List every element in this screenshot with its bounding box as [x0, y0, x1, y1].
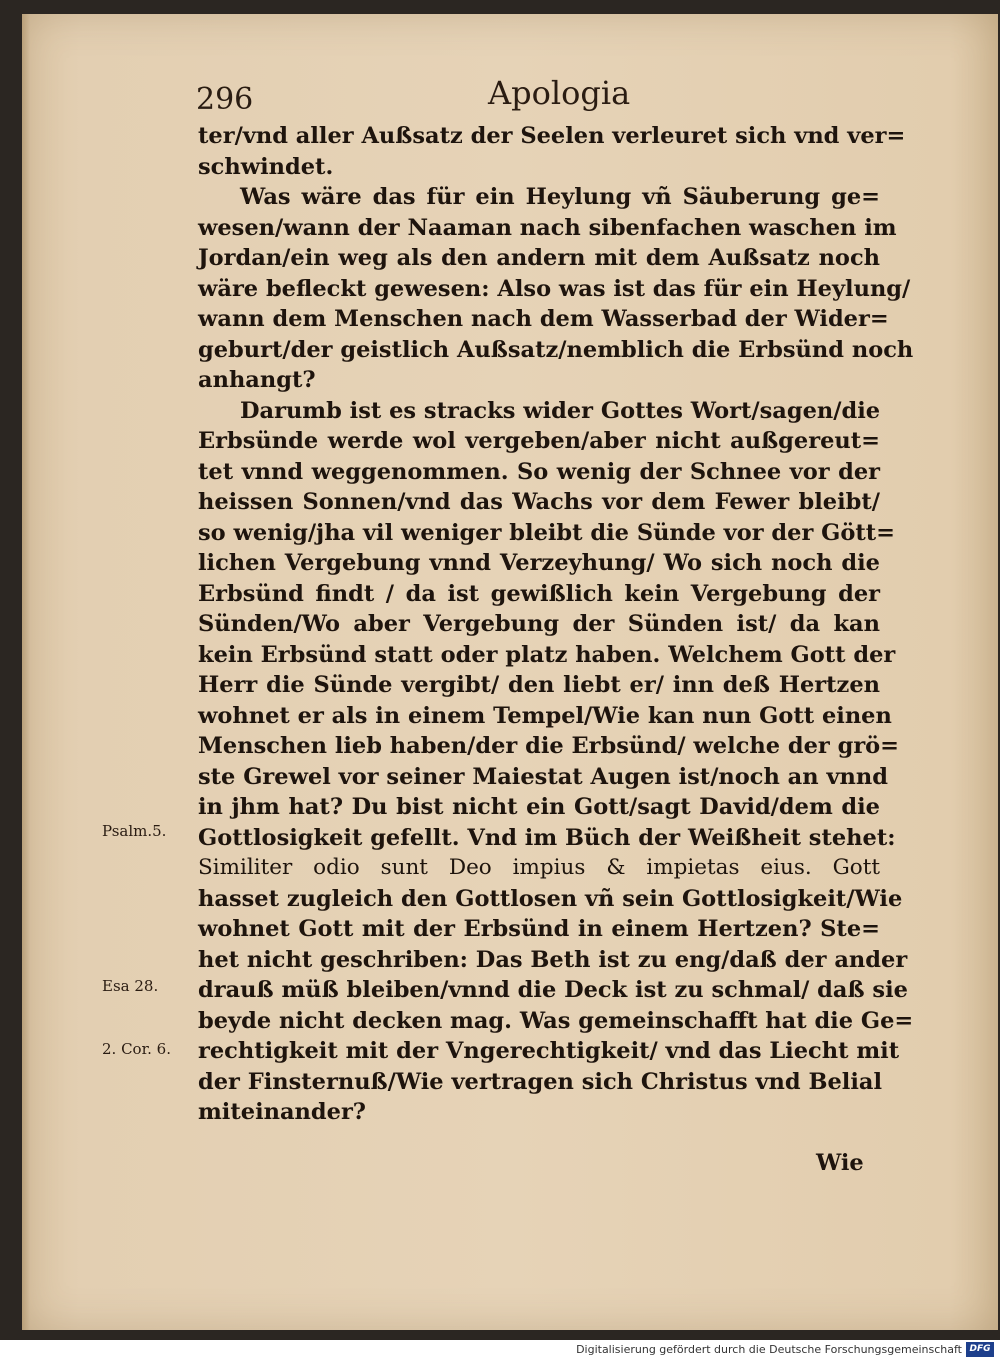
text-line: Jordan/ein weg als den andern mit dem Außsatz noch — [198, 245, 880, 271]
text-line: Darumb ist es stracks wider Gottes Wort/sagen/die — [240, 397, 881, 424]
text-line: wohnet Gott mit der Erbsünd in einem Hertzen? Ste= — [198, 916, 880, 942]
text-line: drauß müß bleiben/vnnd die Deck ist zu schmal/ daß sie — [198, 977, 908, 1003]
text-line: tet vnnd weggenommen. So wenig der Schnee vor der — [198, 458, 880, 485]
footer-bar — [0, 1340, 1000, 1361]
text-line: kein Erbsünd statt oder platz haben. Welchem Gott der — [198, 641, 896, 668]
text-line: wäre befleckt gewesen: Also was ist das für ein Heylung/ — [198, 275, 911, 302]
text-line: Menschen lieb haben/der die Erbsünd/ welche der grö= — [198, 733, 900, 759]
funding-credit: Digitalisierung gefördert durch die Deutsche Forschungsgemeinschaft — [576, 1343, 962, 1356]
text-line-latin: Similiter odio sunt Deo impius & impietas eius. Gott — [198, 855, 880, 880]
text-line: anhangt? — [198, 367, 316, 393]
text-line: Was wäre das für ein Heylung vñ Säuberung ge= — [240, 184, 880, 210]
page-number: 296 — [196, 82, 254, 117]
text-line: Herr die Sünde vergibt/ den liebt er/ inn deß Hertzen — [198, 672, 880, 698]
text-line: Gottlosigkeit gefellt. Vnd im Büch der Weißheit stehet: — [198, 824, 896, 851]
text-line: wann dem Menschen nach dem Wasserbad der Wider= — [198, 306, 889, 332]
text-line: miteinander? — [198, 1099, 366, 1125]
body-text — [198, 121, 914, 1128]
text-line: ste Grewel vor seiner Maiestat Augen ist/noch an vnnd — [198, 763, 888, 790]
text-line: wohnet er als in einem Tempel/Wie kan nun Gott einen — [198, 702, 892, 729]
text-line: in jhm hat? Du bist nicht ein Gott/sagt David/dem die — [198, 794, 880, 820]
text-line: Sünden/Wo aber Vergebung der Sünden ist/ da kan — [198, 611, 880, 637]
page-gutter-shadow — [22, 14, 30, 1330]
text-line: rechtigkeit mit der Vngerechtigkeit/ vnd das Liecht mit — [198, 1038, 900, 1064]
text-line: Erbsünd findt / da ist gewißlich kein Vergebung der — [198, 580, 880, 607]
text-line: schwindet. — [198, 153, 334, 180]
margin-note-cor: 2. Cor. 6. — [102, 1040, 171, 1058]
catchword: Wie — [816, 1150, 864, 1176]
text-line: heissen Sonnen/vnd das Wachs vor dem Fewer bleibt/ — [198, 489, 880, 515]
text-line: Erbsünde werde wol vergeben/aber nicht außgereut= — [198, 428, 880, 454]
running-head: Apologia — [488, 74, 631, 112]
text-line: lichen Vergebung vnnd Verzeyhung/ Wo sich noch die — [198, 550, 880, 576]
text-line: beyde nicht decken mag. Was gemeinschafft hat die Ge= — [198, 1007, 914, 1034]
text-line: het nicht geschriben: Das Beth ist zu eng/daß der ander — [198, 946, 908, 973]
text-line: ter/vnd aller Außsatz der Seelen verleuret sich vnd ver= — [198, 123, 906, 149]
margin-note-psalm: Psalm.5. — [102, 822, 167, 840]
margin-note-esa: Esa 28. — [102, 977, 159, 995]
text-line: wesen/wann der Naaman nach sibenfachen waschen im — [198, 214, 897, 241]
dfg-logo: DFG — [966, 1342, 994, 1357]
text-line: hasset zugleich den Gottlosen vñ sein Gottlosigkeit/Wie — [198, 885, 903, 912]
page-header — [186, 72, 886, 116]
text-line: geburt/der geistlich Außsatz/nemblich die Erbsünd noch — [198, 336, 914, 363]
text-line: der Finsternuß/Wie vertragen sich Christus vnd Belial — [198, 1068, 882, 1095]
text-line: so wenig/jha vil weniger bleibt die Sünde vor der Gött= — [198, 519, 896, 546]
